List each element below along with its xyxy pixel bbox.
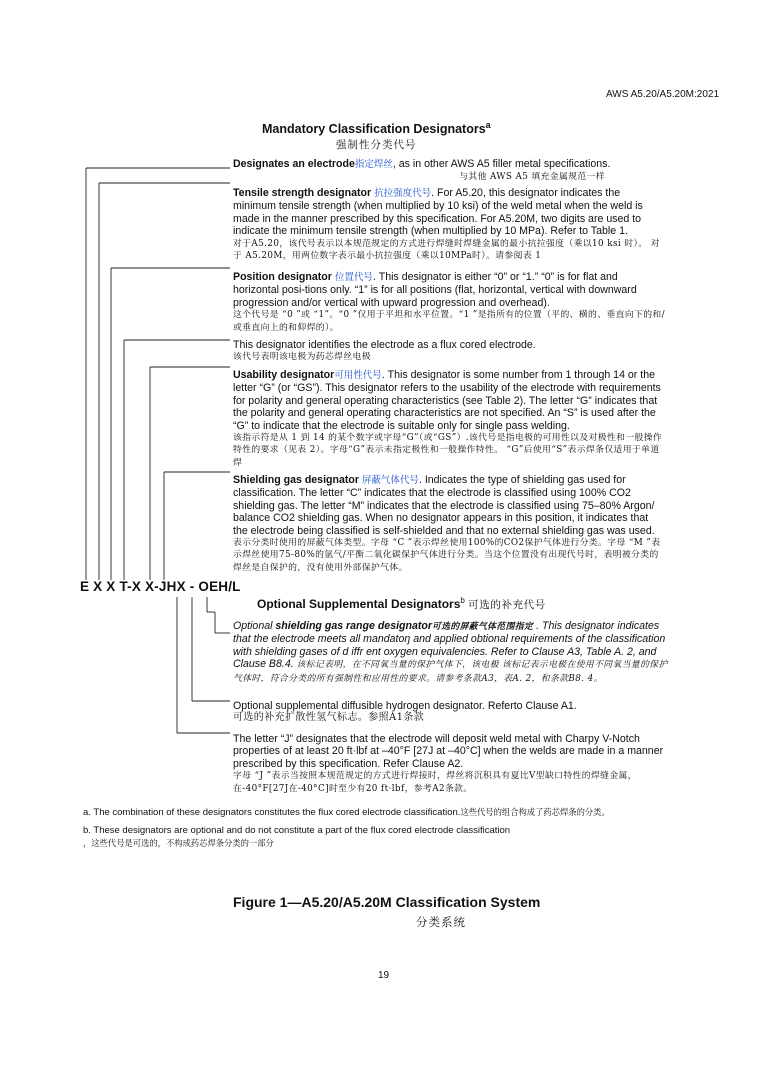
designator-tensile-strength: Tensile strength designator 抗拉强度代号. For A5.20, this designator indicates the minimum tensile strength (when multiplied by 10 ksi) of the weld metal when the weld is made in the manner prescribed by this specification. For A5.20M, two digits are used to indicate the minimum tensile strength (when multiplied by 10 MPa). Refer to Table 1. 对于A5.20，该代号表示以本规范规定的方式进行焊缝时焊缝金属的最小抗拉强度（乘以10 ksi 时）。 对于 A5.20M，用两位数字表示最小抗拉强度（乘以10MPa时）。请参阅表 1: [233, 187, 660, 262]
page-number: 19: [378, 970, 390, 981]
footnote-a: a. The combination of these designators constitutes the flux cored electrode classification.这些代号的组合构成了药芯焊条的分类。: [83, 807, 610, 818]
optional-j-designator: The letter “J” designates that the electrode will deposit weld metal with Charpy V-Notch properties of at least 20 ft·lbf at –40°F [27J at –40°C] when the welds are made in a manner prescribed by this specification. Refer Clause A2. 字母 “J ”表示当按照本规范规定的方式进行焊接时，焊丝将沉积具有夏比V型缺口特性的焊缝金属，在-40°F[27J在-40°C]时至少有20 ft·lbf，参考A2条款。: [233, 733, 664, 794]
figure-subtitle: 分类系统: [416, 915, 466, 929]
optional-title: Optional Supplemental Designators$^b$ 可选的补充代号: [257, 596, 546, 611]
designator-shielding-gas: Shielding gas designator 屏蔽气体代号. Indicates the type of shielding gas used for classification. The letter “C” indicates that the electrode is classified using 100% CO2 shielding gas. The letter “M” indicates that the electrode is classified using 75–80% Argon/ balance CO2 shielding gas. When no designator appears in this position, it indicates that the electrode being classified is self-shielded and that no external shielding gas was used. 表示分类时使用的屏蔽气体类型。字母 “C ”表示焊丝使用100%的CO2保护气体进行分类。字母 “M ”表示焊丝使用75-80%的氩气/平衡二氧化碳保护气体进行分类。当这个位置没有出现代号时，表明被分类的焊丝是自保护的，没有使用外部保护气体。: [233, 474, 661, 573]
mandatory-title: Mandatory Classification Designators$^a$: [262, 120, 491, 137]
designator-flux-cored: This designator identifies the electrode as a flux cored electrode. 该代号表明该电极为药芯焊丝电极: [233, 339, 536, 363]
designator-usability: Usability designator可用性代号. This designator is some number from 1 through 14 or the letter “G” (or “GS”). This designator refers to the usability of the electrode with requirements for polarity and general operating characteristics (see Table 2). The letter “G” indicates that the polarity and general operating characteristics are not specified. An “S” is used after the “G” to indicate that the electrode is suitable only for single pass welding. 该指示符是从 1 到 14 的某个数字或字母“G”（或“GS”）.该代号是指电极的可用性以及对极性和一般操作特性的要求（见表 2）。字母“G”表示未指定极性和一般操作特性。 “G”后使用“S”表示焊条仅适用于单道焊: [233, 369, 663, 468]
figure-title: Figure 1—A5.20/A5.20M Classification System: [233, 894, 541, 910]
optional-shielding-gas-range: Optional shielding gas range designator可选的屏蔽气体范围指定 . This designator indicates that the electrode meets all mandatoŋ and applied obtional requirements of the classification with shielding gases of d iffr ent oxygen equivalencies. Refer to Clause A3, Table A. 2, and Clause B8.4. 该标记表明，在不同氧当量的保护气体下，该电极 该标记表示电极在使用不同氧当量的保护气体时，符合分类的所有强制性和应用性的要求。请参考条款A3，表A. 2，和条款B8. 4。: [233, 620, 668, 684]
classification-designation: E X X T-X X-JHX - OEH/L: [80, 579, 241, 594]
mandatory-subtitle: 强制性分类代号: [336, 139, 417, 151]
footnote-b: b. These designators are optional and do not constitute a part of the flux cored electrode classification ，这些代号是可选的，不构成药芯焊条分类的一部分: [83, 825, 511, 848]
optional-diffusible-hydrogen: Optional supplemental diffusible hydrogen designator. Referto Clause A1. 可选的补充扩散性氢气标志。参照A1条款: [233, 700, 577, 724]
standard-reference: AWS A5.20/A5.20M:2021: [606, 89, 720, 100]
designator-electrode: Designates an electrode指定焊丝, as in other AWS A5 filler metal specifications. 与其他 AWS A5 填充金属规范一样: [233, 158, 611, 183]
designator-position: Position designator 位置代号. This designator is either “0” or “1.” “0” is for flat and horizontal posi-tions only. “1” is for all positions (flat, horizontal, vertical with downward progression and/or vertical with upward progression and overhead). 这个代号是 “0 ”或 “1”。“0 ”仅用于平坦和水平位置。“1 ”是指所有的位置（平的、横的、垂直向下的和/或垂直向上的和仰焊的）。: [233, 271, 665, 333]
